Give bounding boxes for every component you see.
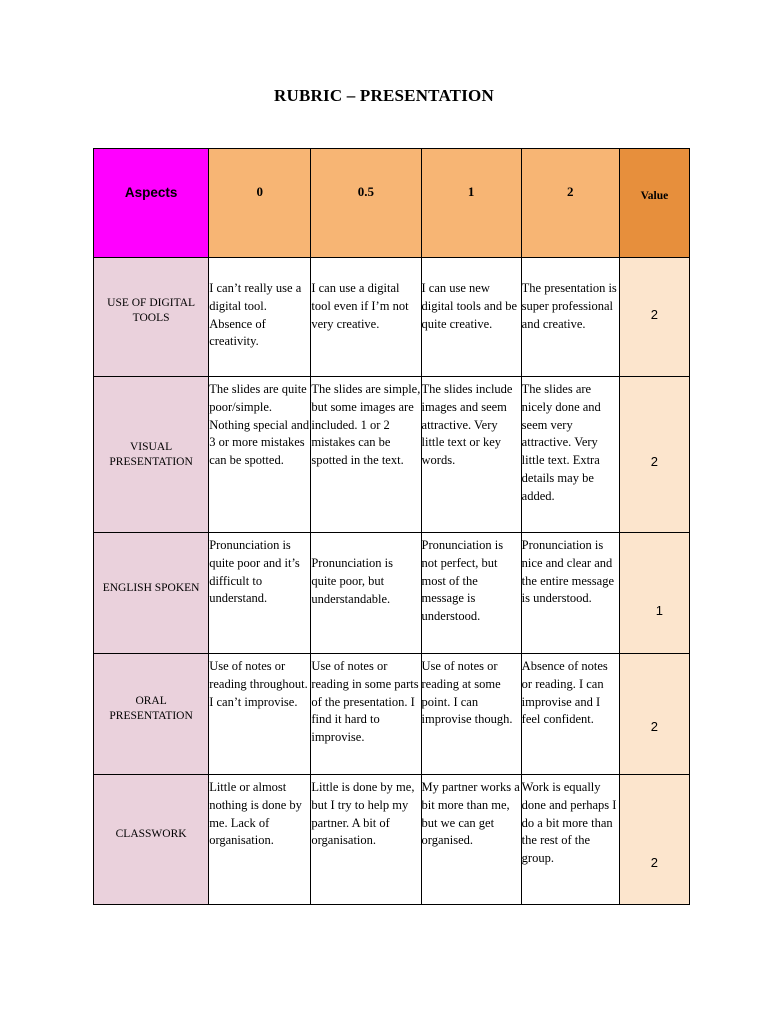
description-cell: Absence of notes or reading. I can improvise and I feel confident.	[521, 654, 619, 775]
aspect-label: VISUAL PRESENTATION	[94, 377, 209, 533]
table-row	[94, 775, 690, 905]
value-cell: 2	[619, 775, 689, 905]
aspect-label: USE OF DIGITAL TOOLS	[94, 258, 209, 377]
description-cell: The slides are quite poor/simple. Nothing special and 3 or more mistakes can be spotted.	[209, 377, 311, 533]
description-cell: Pronunciation is nice and clear and the entire message is understood.	[521, 533, 619, 654]
table-row	[94, 377, 690, 533]
description-cell: Little or almost nothing is done by me. Lack of organisation.	[209, 775, 311, 905]
value-cell: 1	[619, 533, 689, 654]
description-cell: Use of notes or reading in some parts of the presentation. I find it hard to improvise.	[311, 654, 421, 775]
description-cell: Use of notes or reading throughout. I can’t improvise.	[209, 654, 311, 775]
value-cell: 2	[619, 377, 689, 533]
aspect-label: ENGLISH SPOKEN	[94, 533, 209, 654]
table-row	[94, 654, 690, 775]
description-cell: Pronunciation is not perfect, but most of the message is understood.	[421, 533, 521, 654]
document-title: RUBRIC – PRESENTATION	[274, 86, 494, 105]
description-cell: Little is done by me, but I try to help my partner. A bit of organisation.	[311, 775, 421, 905]
description-cell: I can use new digital tools and be quite creative.	[421, 258, 521, 377]
table-row	[94, 533, 690, 654]
description-cell: The slides are nicely done and seem very attractive. Very little text. Extra details may be added.	[521, 377, 619, 533]
description-cell: Pronunciation is quite poor and it’s difficult to understand.	[209, 533, 311, 654]
value-cell: 2	[619, 654, 689, 775]
description-cell: I can’t really use a digital tool. Absence of creativity.	[209, 258, 311, 377]
description-cell: Use of notes or reading at some point. I can improvise though.	[421, 654, 521, 775]
aspect-label: ORAL PRESENTATION	[94, 654, 209, 775]
header-row	[94, 149, 690, 258]
description-cell: The presentation is super professional and creative.	[521, 258, 619, 377]
description-cell: The slides include images and seem attractive. Very little text or key words.	[421, 377, 521, 533]
value-cell: 2	[619, 258, 689, 377]
rubric-table	[93, 148, 690, 905]
header-score-1: 1	[421, 149, 521, 258]
header-value: Value	[619, 149, 689, 258]
aspect-label: CLASSWORK	[94, 775, 209, 905]
description-cell: I can use a digital tool even if I’m not very creative.	[311, 258, 421, 377]
header-score-0-5: 0.5	[311, 149, 421, 258]
header-score-2: 2	[521, 149, 619, 258]
description-cell: My partner works a bit more than me, but we can get organised.	[421, 775, 521, 905]
header-aspects: Aspects	[94, 149, 209, 258]
description-cell: Pronunciation is quite poor, but understandable.	[311, 533, 421, 654]
description-cell: Work is equally done and perhaps I do a bit more than the rest of the group.	[521, 775, 619, 905]
table-row	[94, 258, 690, 377]
description-cell: The slides are simple, but some images are included. 1 or 2 mistakes can be spotted in the text.	[311, 377, 421, 533]
header-score-0: 0	[209, 149, 311, 258]
